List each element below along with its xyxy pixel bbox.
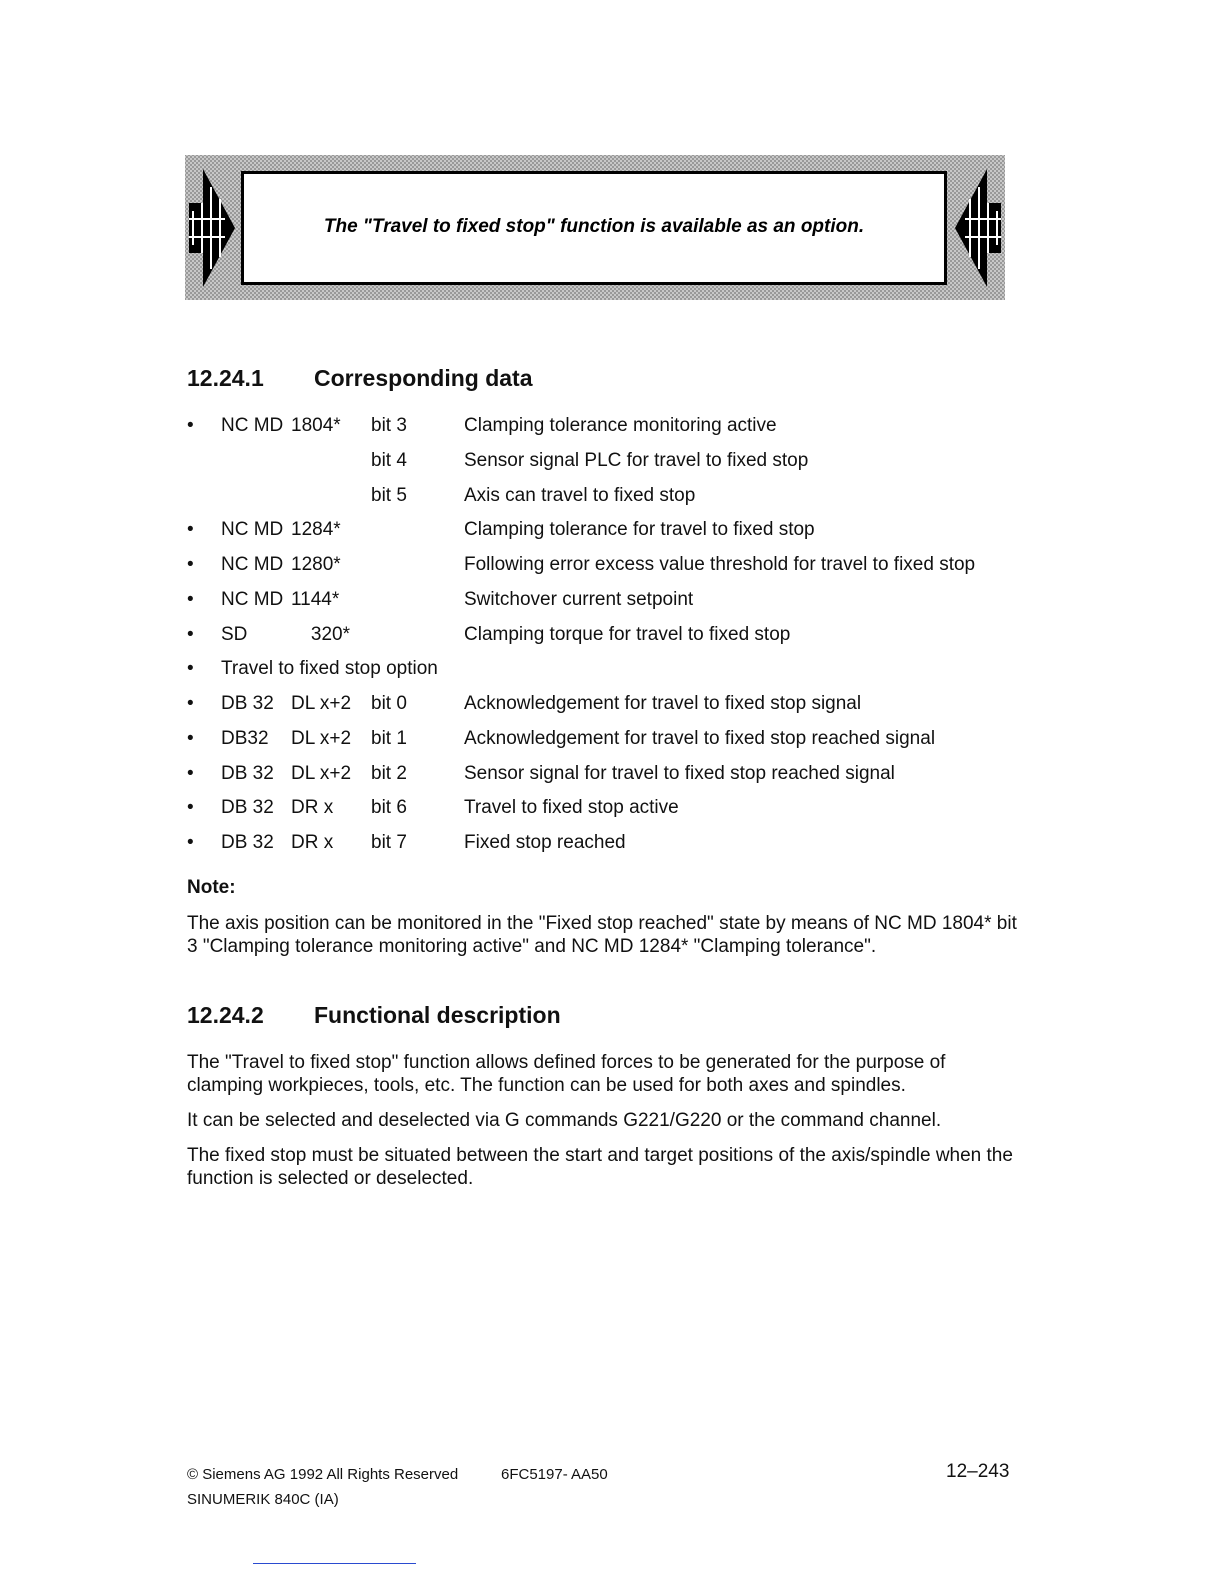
item-bit: bit 5 <box>371 484 407 506</box>
item-source: NC MD <box>221 554 284 575</box>
item-description: Following error excess value threshold for travel to fixed stop <box>464 554 976 575</box>
item-source: DB 32 <box>221 762 274 784</box>
footer-link-line[interactable] <box>253 1563 416 1564</box>
arrow-left-icon <box>953 163 1005 293</box>
item-source: DB 32 <box>221 832 274 853</box>
list-item <box>187 690 1017 725</box>
section-number: 12.24.1 <box>187 365 264 391</box>
arrow-right-icon <box>185 163 237 293</box>
footer-product: SINUMERIK 840C (IA) <box>187 1491 339 1508</box>
section-title: Functional description <box>314 1002 561 1028</box>
list-item <box>187 551 1017 586</box>
list-item <box>187 447 1017 482</box>
list-item <box>187 482 1017 517</box>
list-item <box>187 412 1017 447</box>
note-text: The axis position can be monitored in the "Fixed stop reached" state by means of NC MD 1804* bit 3 "Clamping tolerance monitoring active" and NC MD 1284* "Clamping tolerance". <box>187 913 1017 957</box>
banner-box <box>241 171 947 285</box>
item-description: Axis can travel to fixed stop <box>464 484 696 506</box>
banner-text: The "Travel to fixed stop" function is available as an option. <box>323 216 865 237</box>
footer-order-number: 6FC5197- AA50 <box>501 1466 608 1483</box>
corresponding-data-list <box>187 412 1017 864</box>
item-description: Fixed stop reached <box>464 832 626 853</box>
bullet: • <box>187 588 194 610</box>
item-source: SD <box>221 623 248 645</box>
bullet: • <box>187 832 194 853</box>
item-address: 1284* <box>291 519 341 541</box>
item-description: Travel to fixed stop active <box>464 797 679 819</box>
item-bit: bit 0 <box>371 693 407 714</box>
bullet: • <box>187 519 194 541</box>
list-item <box>187 655 1017 690</box>
paragraph: The "Travel to fixed stop" function allows defined forces to be generated for the purpose of clamping workpieces, tools, etc. The function can be used for both axes and spindles. <box>187 1052 946 1096</box>
item-description: Sensor signal PLC for travel to fixed stop <box>464 449 809 471</box>
list-item <box>187 586 1017 621</box>
item-address: 320* <box>310 623 350 645</box>
item-address: DL x+2 <box>291 727 352 749</box>
item-source: DB32 <box>221 727 269 749</box>
item-source: NC MD <box>221 519 284 541</box>
list-item <box>187 829 1017 864</box>
item-description: Switchover current setpoint <box>464 588 694 610</box>
section-heading-corresponding-data <box>187 365 533 392</box>
item-source: NC MD <box>221 588 284 610</box>
footer-copyright: © Siemens AG 1992 All Rights Reserved <box>187 1466 459 1483</box>
item-address: 1280* <box>291 554 341 575</box>
list-item <box>187 516 1017 551</box>
item-address: 1144* <box>291 588 340 610</box>
item-address: DL x+2 <box>291 693 352 714</box>
bullet: • <box>187 762 194 784</box>
item-address: DR x <box>291 797 334 819</box>
item-bit: bit 3 <box>371 415 407 436</box>
item-bit: bit 7 <box>371 832 407 853</box>
bullet: • <box>187 554 194 575</box>
list-item <box>187 725 1017 760</box>
section-heading-functional-description <box>187 1002 561 1029</box>
bullet: • <box>187 693 194 714</box>
item-source: NC MD <box>221 415 284 436</box>
bullet: • <box>187 415 194 436</box>
paragraph: It can be selected and deselected via G commands G221/G220 or the command channel. <box>187 1110 942 1131</box>
item-bit: bit 6 <box>371 797 407 819</box>
item-source: DB 32 <box>221 797 274 819</box>
item-description: Clamping tolerance for travel to fixed stop <box>464 519 815 541</box>
item-address: 1804* <box>291 415 341 436</box>
item-address: DR x <box>291 832 334 853</box>
section-title: Corresponding data <box>314 365 533 391</box>
item-bit: bit 2 <box>371 762 407 784</box>
bullet: • <box>187 797 194 819</box>
paragraph: The fixed stop must be situated between the start and target positions of the axis/spindle when the function is selected or deselected. <box>187 1145 1013 1189</box>
bullet: • <box>187 727 194 749</box>
section-number: 12.24.2 <box>187 1002 264 1028</box>
item-description: Acknowledgement for travel to fixed stop reached signal <box>464 727 936 749</box>
item-bit: bit 1 <box>371 727 407 749</box>
item-source: DB 32 <box>221 693 274 714</box>
bullet: • <box>187 658 194 680</box>
note-label: Note: <box>187 877 236 898</box>
list-item <box>187 621 1017 656</box>
item-source: Travel to fixed stop option <box>221 658 438 680</box>
item-description: Clamping tolerance monitoring active <box>464 415 777 436</box>
list-item <box>187 794 1017 829</box>
item-description: Sensor signal for travel to fixed stop reached signal <box>464 762 895 784</box>
item-address: DL x+2 <box>291 762 352 784</box>
list-item <box>187 760 1017 795</box>
item-description: Clamping torque for travel to fixed stop <box>464 623 791 645</box>
item-bit: bit 4 <box>371 449 407 471</box>
bullet: • <box>187 623 194 645</box>
option-banner <box>185 155 1005 300</box>
item-description: Acknowledgement for travel to fixed stop signal <box>464 693 862 714</box>
page-number: 12–243 <box>946 1461 1010 1482</box>
